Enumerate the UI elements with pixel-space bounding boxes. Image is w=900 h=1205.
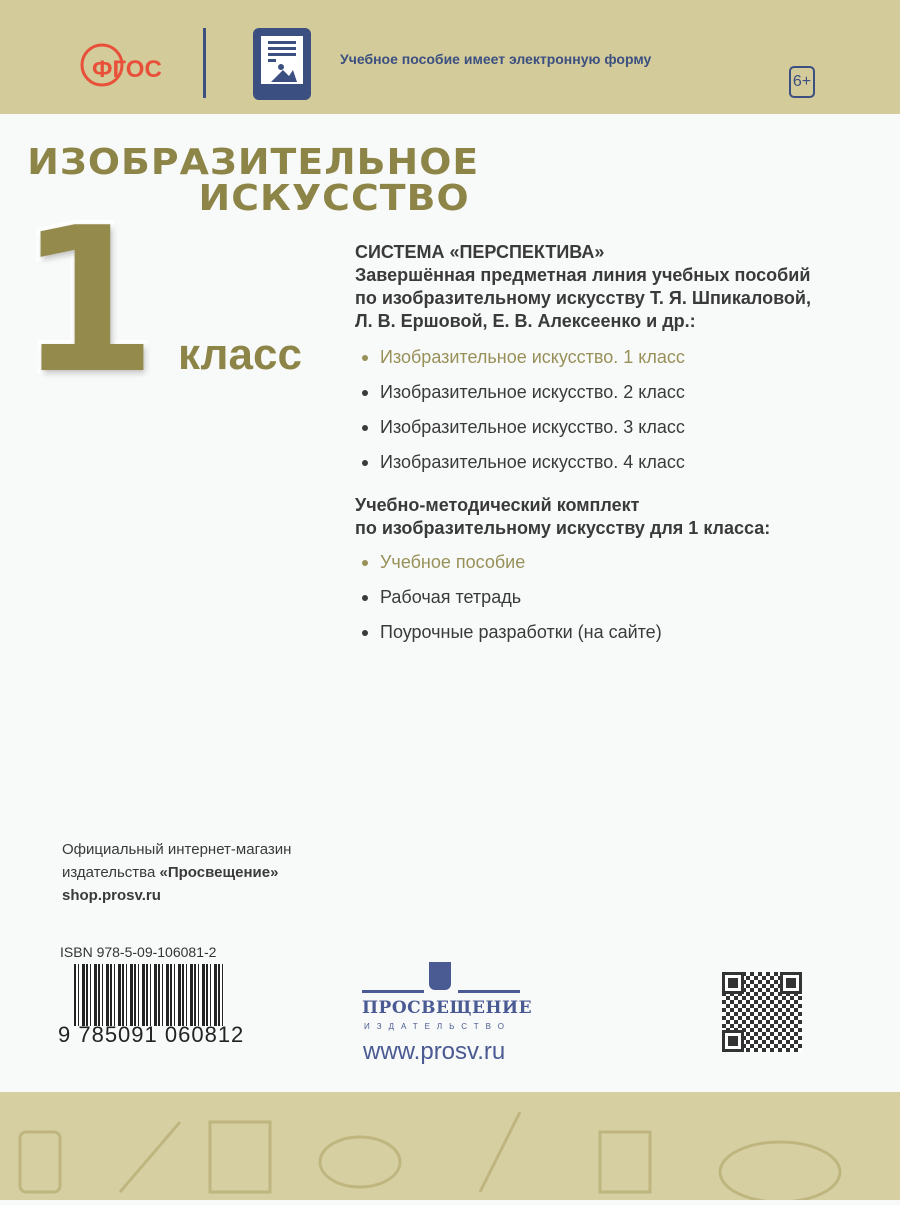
series-desc-line: Л. В. Ершовой, Е. В. Алексеенко и др.:	[355, 311, 696, 331]
bullet-icon	[362, 425, 368, 431]
publisher-name: «Просвещение»	[159, 864, 279, 881]
bullet-icon	[362, 630, 368, 636]
list-item-label: Изобразительное искусство. 4 класс	[380, 452, 685, 472]
list-item	[362, 375, 685, 410]
isbn-label: ISBN 978-5-09-106081-2	[60, 944, 217, 960]
divider	[203, 28, 206, 98]
list-item	[362, 340, 685, 375]
title-line-2: ИСКУССТВО	[198, 178, 470, 219]
footer-band	[0, 1092, 900, 1200]
series-list	[362, 340, 685, 480]
bullet-icon	[362, 560, 368, 566]
list-item-label: Поурочные разработки (на сайте)	[380, 622, 662, 642]
umk-heading-line: по изобразительному искусству для 1 класса:	[355, 518, 771, 538]
list-item	[362, 615, 662, 650]
qr-code[interactable]	[722, 972, 802, 1052]
bullet-icon	[362, 355, 368, 361]
publisher-logo-name: ПРОСВЕЩЕНИЕ	[362, 998, 533, 1018]
fgos-logo-text: ФГОС	[92, 56, 162, 83]
barcode-digits: 9 785091 060812	[58, 1022, 245, 1047]
list-item-label: Изобразительное искусство. 1 класс	[380, 347, 685, 367]
list-item	[362, 580, 662, 615]
list-item-label: Изобразительное искусство. 3 класс	[380, 417, 685, 437]
list-item-label: Рабочая тетрадь	[380, 587, 522, 607]
list-item	[362, 545, 662, 580]
grade-number: 1	[18, 185, 158, 418]
logo-line	[362, 990, 424, 993]
shield-icon	[429, 962, 451, 990]
shop-info	[62, 838, 291, 907]
publisher-url[interactable]: www.prosv.ru	[363, 1038, 506, 1065]
series-desc-line: Завершённая предметная линия учебных пособий	[355, 265, 811, 285]
barcode	[74, 964, 224, 1026]
bullet-icon	[362, 390, 368, 396]
shop-url[interactable]: shop.prosv.ru	[62, 887, 161, 904]
series-description	[355, 241, 895, 333]
shop-line: издательства	[62, 864, 160, 881]
series-heading: СИСТЕМА «ПЕРСПЕКТИВА»	[355, 242, 605, 262]
list-item	[362, 445, 685, 480]
series-desc-line: по изобразительному искусству Т. Я. Шпикаловой,	[355, 288, 811, 308]
list-item	[362, 410, 685, 445]
list-item-label: Учебное пособие	[380, 552, 526, 572]
bullet-icon	[362, 595, 368, 601]
title-line-1: ИЗОБРАЗИТЕЛЬНОЕ	[27, 142, 480, 183]
logo-line	[458, 990, 520, 993]
age-rating-badge: 6+	[789, 66, 815, 98]
electronic-form-note: Учебное пособие имеет электронную форму	[340, 51, 652, 67]
grade-word: класс	[178, 330, 302, 379]
shop-line: Официальный интернет-магазин	[62, 841, 292, 858]
publisher-logo-sub: ИЗДАТЕЛЬСТВО	[364, 1022, 511, 1031]
umk-heading-line: Учебно-методический комплект	[355, 495, 640, 515]
umk-list	[362, 545, 662, 650]
umk-heading	[355, 494, 770, 540]
list-item-label: Изобразительное искусство. 2 класс	[380, 382, 685, 402]
art-supplies-decoration-icon	[0, 1092, 900, 1200]
tablet-icon	[253, 28, 311, 100]
bullet-icon	[362, 460, 368, 466]
